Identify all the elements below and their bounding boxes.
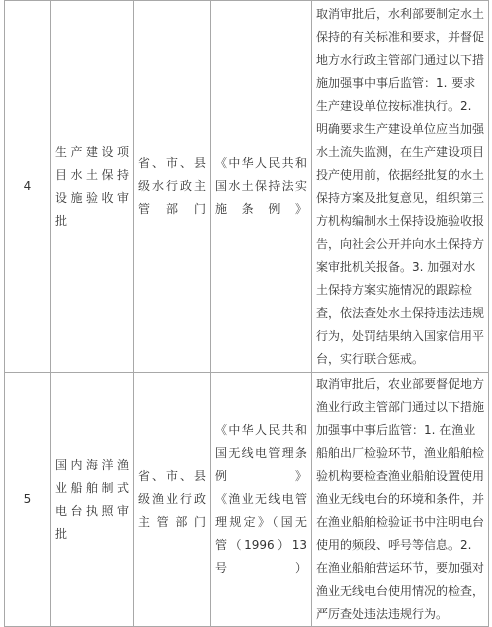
measure-line: 船舶出厂检验环节，渔业船舶检 xyxy=(316,446,485,460)
measure-line: 渔业行政主管部门通过以下措施 xyxy=(316,400,485,414)
department-line: 主管部门 xyxy=(138,515,206,529)
measure-line: 台，实行联合惩戒。 xyxy=(316,351,425,366)
legal-basis-line: 国无线电管理条 xyxy=(215,446,307,460)
table-row xyxy=(5,1,489,373)
supervision-measures-cell xyxy=(312,1,489,373)
measure-line: 取消审批后，水利部要制定水土 xyxy=(316,6,485,21)
department-cell xyxy=(134,373,211,627)
measure-line: 方机构编制水土保持设施验收报 xyxy=(316,213,485,228)
measure-line: 保持方案及批复意见，组织第三 xyxy=(316,190,485,205)
measure-line: 在渔业船舶检验证书中注明电台 xyxy=(316,515,485,529)
department-line: 省、市、县 xyxy=(138,156,206,170)
measure-line: 加强事中事后监管：1. 在渔业 xyxy=(316,423,476,437)
item-name-line: 设施验收审 xyxy=(55,190,129,205)
legal-basis-cell xyxy=(211,373,312,627)
item-name-line: 生产建设项 xyxy=(55,144,129,159)
department-line: 级水行政主 xyxy=(138,179,206,193)
item-name-line: 电台执照审 xyxy=(55,503,129,518)
measure-line: 案审批机关报备。3. 加强对水 xyxy=(316,259,476,274)
item-name-cell xyxy=(51,373,134,627)
measure-line: 施加强事中事后监管：1. 要求 xyxy=(316,75,476,90)
item-name-line: 目水土保持 xyxy=(55,167,129,182)
legal-basis-line: 国水土保持法实 xyxy=(215,179,307,193)
legal-basis-line: 理规定》（国无 xyxy=(215,515,307,529)
row-number: 4 xyxy=(23,179,32,193)
measure-line: 行为，处罚结果纳入国家信用平 xyxy=(316,328,485,343)
measure-line: 验机构要检查渔业船舶设置使用 xyxy=(316,469,485,483)
legal-basis-cell xyxy=(211,1,312,373)
measure-line: 土保持方案实施情况的跟踪检 xyxy=(316,282,473,297)
legal-basis-line: 管（1996）13 xyxy=(215,538,307,552)
legal-basis-line: 号） xyxy=(215,561,307,575)
item-name-cell xyxy=(51,1,134,373)
measure-line: 保持的有关标准和要求，并督促 xyxy=(316,29,485,44)
legal-basis-line: 《渔业无线电管 xyxy=(215,492,307,506)
measure-line: 投产使用前，依据经批复的水土 xyxy=(316,167,485,182)
department-cell xyxy=(134,1,211,373)
measure-line: 查，依法查处水土保持违法违规 xyxy=(316,305,485,320)
measure-line: 取消审批后，农业部要督促地方 xyxy=(316,377,485,391)
legal-basis-line: 施条例》 xyxy=(215,202,307,216)
measure-line: 地方水行政主管部门通过以下措 xyxy=(316,52,485,67)
measure-line: 水土流失监测，在生产建设项目 xyxy=(316,144,485,159)
department-line: 级渔业行政 xyxy=(138,492,206,506)
item-name-line: 业船舶制式 xyxy=(55,480,129,495)
item-name-line: 批 xyxy=(55,213,68,228)
row-number-cell xyxy=(5,1,51,373)
item-name-line: 批 xyxy=(55,526,68,541)
measure-line: 告，向社会公开并向水土保持方 xyxy=(316,236,485,251)
measure-line: 渔业无线电台的环境和条件，并 xyxy=(316,492,485,506)
legal-basis-line: 《中华人民共和 xyxy=(215,423,307,437)
supervision-measures-cell xyxy=(312,373,489,627)
item-name-line: 国内海洋渔 xyxy=(55,457,129,472)
legal-basis-line: 例》 xyxy=(215,469,307,483)
department-line: 管部门 xyxy=(138,202,206,216)
legal-basis-line: 《中华人民共和 xyxy=(215,156,307,170)
department-line: 省、市、县 xyxy=(138,469,206,483)
measure-line: 在渔业船舶营运环节，要加强对 xyxy=(316,561,485,575)
table-row xyxy=(5,373,489,627)
approval-items-table xyxy=(4,0,489,627)
measure-line: 使用的频段、呼号等信息。2. xyxy=(316,538,472,552)
row-number: 5 xyxy=(23,492,32,506)
measure-line: 严厉查处违法违规行为。 xyxy=(316,607,449,621)
row-number-cell xyxy=(5,373,51,627)
measure-line: 生产建设单位按标准执行。2. xyxy=(316,98,472,113)
measure-line: 明确要求生产建设单位应当加强 xyxy=(316,121,485,136)
measure-line: 渔业无线电台使用情况的检查， xyxy=(316,584,485,598)
